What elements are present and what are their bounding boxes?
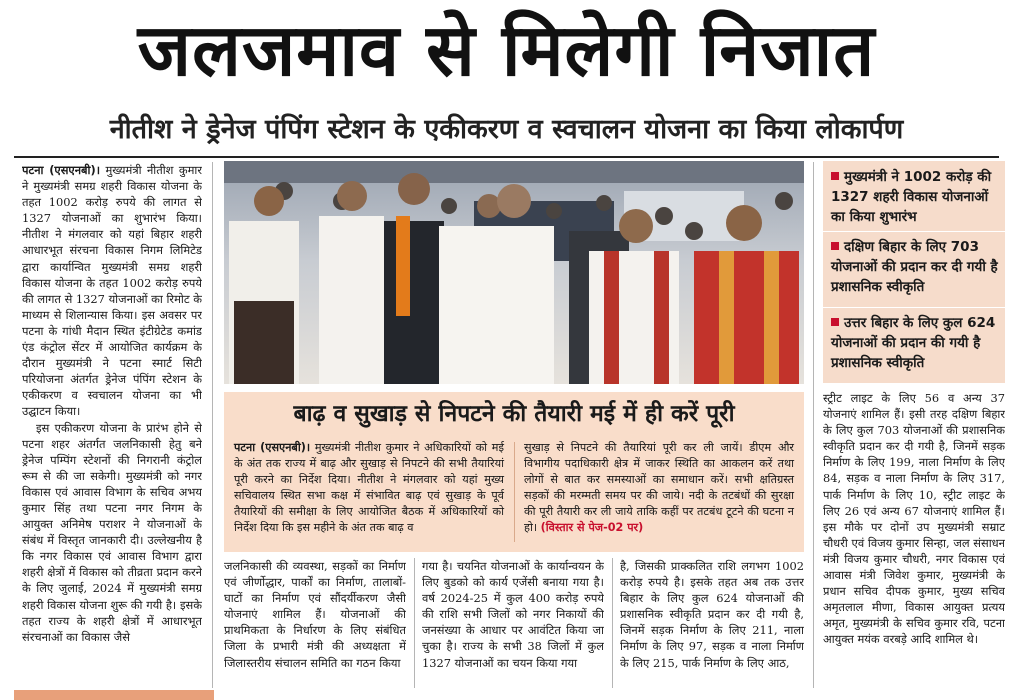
highlight-item: [831, 237, 1001, 297]
inset-title: बाढ़ व सुखाड़ से निपटने की तैयारी मई में ही करें पूरी: [293, 401, 735, 427]
inset-column-1: [234, 440, 504, 536]
left-para-1: [22, 162, 202, 420]
news-photo: [224, 161, 804, 384]
column-divider-1: [212, 162, 213, 688]
left-para-1-text: मुख्यमंत्री नीतीश कुमार ने मुख्यमंत्री समग्र शहरी विकास योजना के तहत 1002 करोड़ रुपये की लागत से 1327 योजनाओं का शुभारंभ किया। नीतीश ने मंगलवार को यहां बिहार शहरी आधारभूत संरचना विकास निगम लिमिटेड द्वारा कार्यान्वित मुख्यमंत्री समग्र शहरी विकास योजना के तहत 1002 करोड़ रुपये की लागत से 1327 योजनाओं का रिमोट के माध्यम से शिलान्यास किया। इस अवसर पर पटना के गांधी मैदान स्थित इंटीग्रेटेड कमांड एंड कंट्रोल सेंटर में आयोजित कार्यक्रम के दौरान मुख्यमंत्री ने पटना स्मार्ट सिटी परियोजना अंतर्गत ड्रेनेज पंपिंग स्टेशन के एकीकरण व स्वचालन योजना का भी उद्घाटन किया।: [22, 163, 202, 419]
highlight-item: [831, 167, 1001, 227]
inset-divider: [514, 442, 515, 542]
left-para-2: इस एकीकरण योजना के प्रारंभ होने से पटना शहर अंतर्गत जलनिकासी हेतु बने ड्रेनेज पम्पिंग स्टेशनों की निगरानी कंट्रोल रूम से की जा सकेगी। मुख्यमंत्री को नगर विकास एवं आवास विभाग के सचिव अभय कुमार सिंह तथा पटना नगर निगम के आयुक्त अनिमेष पराशर ने योजनाओं के संबंध में विस्तृत जानकारी दी। उल्लेखनीय है कि नगर विकास एवं आवास विभाग द्वारा शहरी क्षेत्रों में विकास को तीव्रता प्रदान करने के लिए जुलाई, 2024 में मुख्यमंत्री समग्र शहरी विकास योजना शुरू की गयी है। इसके तहत राज्य के शहरी क्षेत्रों में आधारभूत संरचनाओं का विकास जैसे: [22, 420, 202, 644]
bottom-column-2-text: गया है। चयनित योजनाओं के कार्यान्वयन के लिए बुडको को कार्य एजेंसी बनाया गया है। वर्ष 2024-25 में कुल 400 करोड़ रुपये की राशि सभी जिलों को नगर निकायों की जनसंख्या के आधार पर आवंटित किया जा चुका है। राज्य के सभी 38 जिलों में कुल 1327 योजनाओं का चयन किया गया: [422, 559, 604, 670]
inset-column-2: [524, 440, 794, 536]
highlight-text: दक्षिण बिहार के लिए 703 योजनाओं की प्रदान कर दी गयी है प्रशासनिक स्वीकृति: [831, 239, 998, 295]
inset-column-1-text: मुख्यमंत्री नीतीश कुमार ने अधिकारियों को मई के अंत तक राज्य में बाढ़ और सुखाड़ से निपटने की सभी तैयारियां पूरी करने का निर्देश दिया। नीतीश ने मंगलवार को यहां मुख्य सचिवालय स्थित सभा कक्ष में संभावित बाढ़ एवं सुखाड़ के पूर्व तैयारियों की समीक्षा के लिए आयोजित बैठक में अधिकारियों को निर्देश दिया कि इस महीने के अंत तक बाढ़ व: [234, 441, 504, 534]
inset-column-2-text: सुखाड़ से निपटने की तैयारियां पूरी कर ली जायें। डीएम और विभागीय पदाधिकारी क्षेत्र में जाकर स्थिति का आकलन करें तथा लोगों से बात कर समस्याओं का समाधान करें। सभी क्षतिग्रस्त सड़कों की मरम्मती समय पर की जाये। नदी के तटबंधों की सुरक्षा की पूरी तैयारी कर ली जाये ताकि कहीं पर तटबंध टूटने की घटना न हो।: [524, 441, 794, 534]
subheadline: नीतीश ने ड्रेनेज पंपिंग स्टेशन के एकीकरण व स्वचालन योजना का किया लोकार्पण: [109, 114, 904, 145]
highlight-item: [831, 313, 1001, 373]
inset-dateline: पटना (एसएनबी)।: [234, 441, 311, 454]
highlight-separator: [823, 307, 1005, 308]
red-square-bullet-icon: [831, 318, 839, 326]
photo-illustration: [224, 161, 804, 384]
column-divider-2: [414, 558, 415, 688]
highlight-separator: [823, 231, 1005, 232]
dateline: पटना (एसएनबी)।: [22, 163, 101, 177]
highlights-box: [823, 161, 1005, 383]
right-column: [823, 390, 1005, 688]
headline: जलजमाव से मिलेगी निजात: [137, 8, 876, 92]
red-square-bullet-icon: [831, 172, 839, 180]
highlight-text: मुख्यमंत्री ने 1002 करोड़ की 1327 शहरी विकास योजनाओं का किया शुभारंभ: [831, 169, 992, 225]
bottom-column-2: [422, 558, 604, 686]
column-divider-4: [813, 162, 814, 688]
next-story-strip: [14, 690, 214, 700]
bottom-column-3-text: है, जिसकी प्राक्कलित राशि लगभग 1002 करोड़ रुपये है। इसके तहत अब तक उत्तर बिहार के लिए कुल 624 योजनाओं की प्रशासनिक स्वीकृति प्रदान कर दी गयी है, जिनमें सड़क निर्माण के लिए 211, नाला निर्माण के लिए 97, सड़क व नाला निर्माण के लिए 215, पार्क निर्माण के लिए आठ,: [620, 559, 804, 670]
bottom-column-1: [224, 558, 406, 686]
highlight-text: उत्तर बिहार के लिए कुल 624 योजनाओं की प्रदान की गयी है प्रशासनिक स्वीकृति: [831, 315, 996, 371]
headline-rule: [14, 156, 999, 158]
inset-story: [224, 392, 804, 552]
left-column: [22, 162, 202, 688]
bottom-column-3: [620, 558, 804, 686]
continued-note: (विस्तार से पेज-02 पर): [540, 521, 644, 534]
bottom-column-1-text: जलनिकासी की व्यवस्था, सड़कों का निर्माण एवं जीर्णोद्धार, पार्कों का निर्माण, तालाबों-घाटों का निर्माण एवं सौंदर्यीकरण जैसी योजनाएं शामिल हैं। योजनाओं की प्राथमिकता के निर्धारण के लिए संबंधित जिला के प्रभारी मंत्री की अध्यक्षता में जिलास्तरीय संचालन समिति का गठन किया: [224, 559, 406, 670]
column-divider-3: [612, 558, 613, 688]
red-square-bullet-icon: [831, 242, 839, 250]
right-column-text: स्ट्रीट लाइट के लिए 56 व अन्य 37 योजनाएं शामिल हैं। इसी तरह दक्षिण बिहार के लिए कुल 703 योजनाओं की प्रशासनिक स्वीकृति प्रदान कर दी गयी है, जिनमें सड़क निर्माण के लिए 199, नाला निर्माण के लिए 84, सड़क व नाला निर्माण के लिए 317, पार्क निर्माण के लिए 10, स्ट्रीट लाइट के लिए 26 एवं अन्य 67 योजनाएं शामिल हैं। इस मौके पर दोनों उप मुख्यमंत्री सम्राट चौधरी एवं विजय कुमार सिन्हा, जल संसाधन मंत्री विजय कुमार चौधरी, नगर विकास एवं आवास मंत्री जिवेश कुमार, मुख्यमंत्री के प्रधान सचिव दीपक कुमार, मुख्य सचिव अमृतलाल मीणा, विकास आयुक्त प्रत्यय अमृत, मुख्यमंत्री के सचिव कुमार रवि, पटना आयुक्त मयंक वरबड़े आदि शामिल थे।: [823, 391, 1005, 647]
